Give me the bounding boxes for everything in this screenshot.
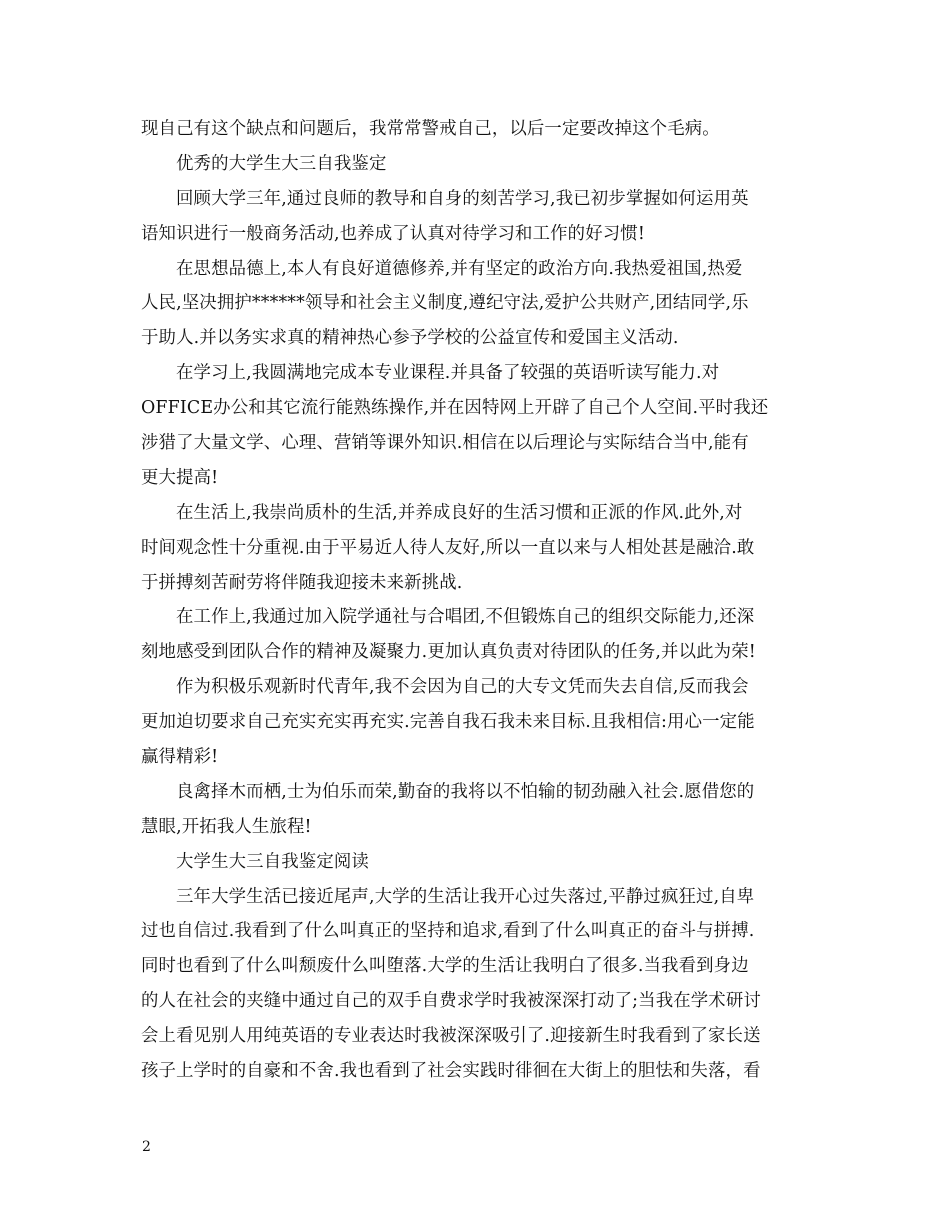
- section-heading: 优秀的大学生大三自我鉴定: [176, 153, 387, 174]
- text-line: 现自己有这个缺点和问题后，我常常警戒自己，以后一定要改掉这个毛病。: [141, 119, 720, 139]
- text-line: 更大提高!: [141, 467, 219, 488]
- text-line: 孩子上学时的自豪和不舍.我也看到了社会实践时徘徊在大街上的胆怯和失落，看: [141, 1061, 761, 1082]
- text-line: 涉猎了大量文学、心理、营销等课外知识.相信在以后理论与实际结合当中,能有: [141, 433, 749, 454]
- text-line: 赢得精彩!: [141, 747, 219, 768]
- document-body: [141, 112, 811, 1089]
- text-line: 的人在社会的夹缝中通过自己的双手自费求学时我被深深打动了;当我在学术研讨: [141, 991, 761, 1012]
- section-heading: 大学生大三自我鉴定阅读: [176, 851, 369, 872]
- text-line: 人民,坚决拥护******领导和社会主义制度,遵纪守法,爱护公共财产,团结同学,乐: [141, 293, 749, 314]
- text-line: 刻地感受到团队合作的精神及凝聚力.更加认真负责对待团队的任务,并以此为荣!: [141, 642, 756, 663]
- text-line: OFFICE办公和其它流行能熟练操作,并在因特网上开辟了自己个人空间.平时我还: [141, 398, 769, 419]
- text-line: 回顾大学三年,通过良师的教导和自身的刻苦学习,我已初步掌握如何运用英: [176, 188, 749, 209]
- text-line: 在思想品德上,本人有良好道德修养,并有坚定的政治方向.我热爱祖国,热爱: [176, 258, 743, 279]
- text-line: 会上看见别人用纯英语的专业表达时我被深深吸引了.迎接新生时我看到了家长送: [141, 1026, 761, 1047]
- text-line: 更加迫切要求自己充实充实再充实.完善自我石我未来目标.且我相信:用心一定能: [141, 712, 755, 733]
- text-line: 在工作上,我通过加入院学通社与合唱团,不但锻炼自己的组织交际能力,还深: [176, 607, 755, 628]
- text-line: 语知识进行一般商务活动,也养成了认真对待学习和工作的好习惯!: [141, 223, 645, 244]
- text-line: 三年大学生活已接近尾声,大学的生活让我开心过失落过,平静过疯狂过,自卑: [176, 886, 755, 907]
- text-line: 时间观念性十分重视.由于平易近人待人友好,所以一直以来与人相处甚是融洽.敢: [141, 537, 755, 558]
- text-line: 在生活上,我崇尚质朴的生活,并养成良好的生活习惯和正派的作风.此外,对: [176, 502, 743, 523]
- text-line: 于拼搏刻苦耐劳将伴随我迎接未来新挑战.: [141, 572, 463, 593]
- text-line: 同时也看到了什么叫颓废什么叫堕落.大学的生活让我明白了很多.当我看到身边: [141, 956, 749, 977]
- page-number: 2: [142, 1139, 151, 1155]
- text-line: 良禽择木而栖,士为伯乐而荣,勤奋的我将以不怕输的韧劲融入社会.愿借您的: [176, 781, 755, 802]
- text-line: 作为积极乐观新时代青年,我不会因为自己的大专文凭而失去自信,反而我会: [176, 677, 749, 698]
- text-line: 慧眼,开拓我人生旅程!: [141, 816, 312, 837]
- text-line: 在学习上,我圆满地完成本专业课程.并具备了较强的英语听读写能力.对: [176, 363, 720, 384]
- text-line: 于助人.并以务实求真的精神热心参予学校的公益宣传和爱国主义活动.: [141, 328, 679, 349]
- text-line: 过也自信过.我看到了什么叫真正的坚持和追求,看到了什么叫真正的奋斗与拼搏.: [141, 921, 755, 942]
